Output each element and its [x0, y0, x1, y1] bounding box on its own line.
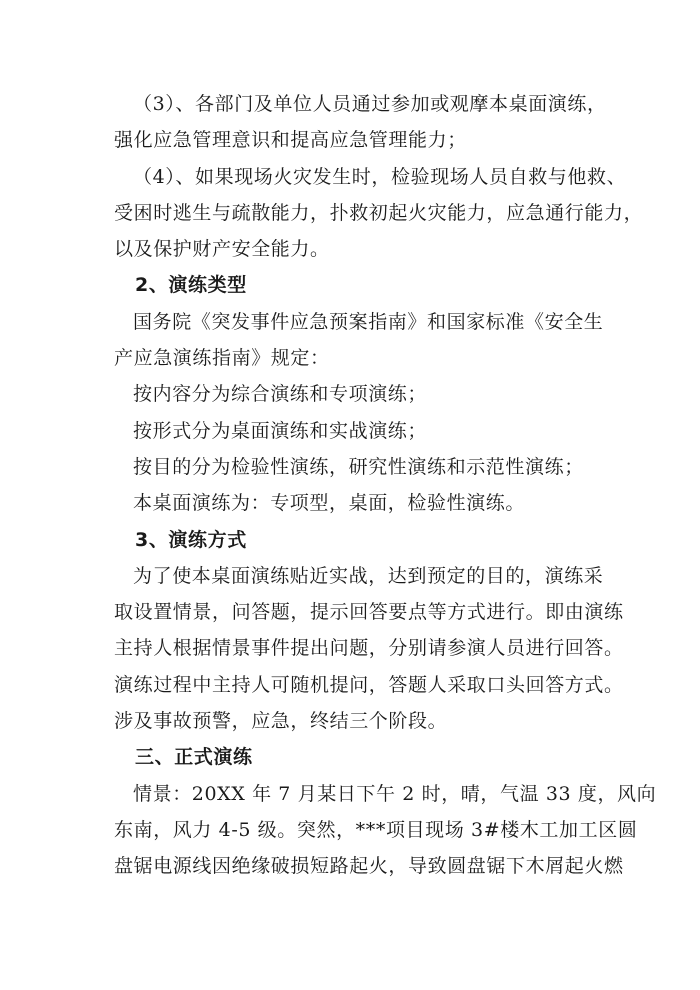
paragraph-line: 受困时逃生与疏散能力，扑救初起火灾能力，应急通行能力， — [114, 201, 644, 224]
paragraph-line: 盘锯电源线因绝缘破损短路起火，导致圆盘锯下木屑起火燃 — [114, 855, 624, 878]
paragraph-line: 涉及事故预警，应急，终结三个阶段。 — [114, 710, 448, 733]
section-heading: 3、演练方式 — [135, 528, 247, 551]
paragraph-line: 强化应急管理意识和提高应急管理能力； — [114, 129, 467, 152]
paragraph-line: 情景：20XX 年 7 月某日下午 2 时，晴，气温 33 度，风向 — [133, 782, 657, 805]
paragraph-line: （4）、如果现场火灾发生时，检验现场人员自救与他救、 — [133, 165, 627, 188]
paragraph-line: 东南，风力 4-5 级。突然，***项目现场 3#楼木工加工区圆 — [114, 818, 638, 841]
paragraph-line: 按形式分为桌面演练和实战演练； — [133, 419, 428, 442]
paragraph-line: （3）、各部门及单位人员通过参加或观摩本桌面演练， — [133, 93, 607, 115]
paragraph-line: 主持人根据情景事件提出问题，分别请参演人员进行回答。 — [114, 637, 624, 660]
section-heading: 三、正式演练 — [135, 746, 253, 769]
paragraph-line: 为了使本桌面演练贴近实战，达到预定的目的，演练采 — [133, 564, 604, 587]
section-heading: 2、演练类型 — [135, 274, 247, 297]
paragraph-line: 按目的分为检验性演练，研究性演练和示范性演练； — [133, 455, 584, 478]
document-body — [114, 86, 657, 885]
paragraph-line: 本桌面演练为：专项型，桌面，检验性演练。 — [133, 492, 526, 515]
paragraph-line: 按内容分为综合演练和专项演练； — [133, 383, 428, 406]
paragraph-line: 演练过程中主持人可随机提问，答题人采取口头回答方式。 — [114, 673, 624, 696]
paragraph-line: 取设置情景，问答题，提示回答要点等方式进行。即由演练 — [114, 601, 624, 624]
paragraph-line: 以及保护财产安全能力。 — [114, 238, 330, 261]
paragraph-line: 国务院《突发事件应急预案指南》和国家标准《安全生 — [133, 310, 604, 333]
paragraph-line: 产应急演练指南》规定： — [114, 347, 330, 370]
